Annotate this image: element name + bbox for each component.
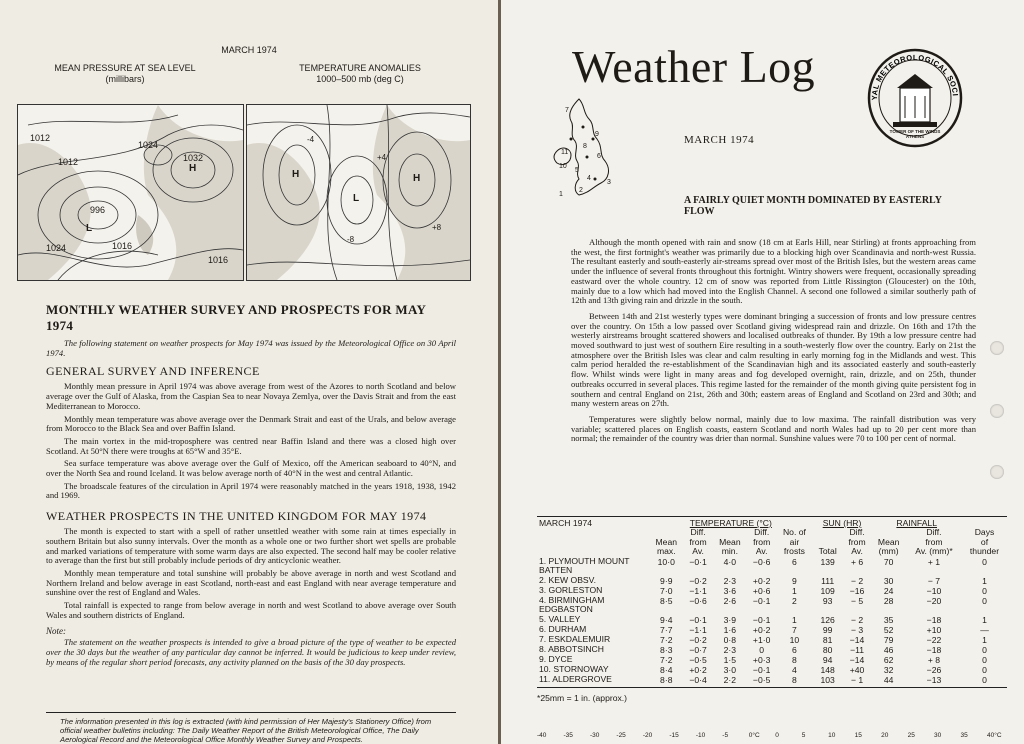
isobar-label: 1024 [138, 140, 159, 150]
map-left-unit: (millibars) [105, 74, 145, 84]
scale-tick-label: 25 [907, 732, 915, 739]
table-cell: — [980, 624, 989, 635]
high-pressure-mark: H [189, 163, 197, 174]
table-cell: 62 [883, 654, 894, 665]
table-cell: 7·0 [660, 585, 673, 596]
table-cell: 3·9 [723, 614, 737, 625]
table-cell: −10 [926, 585, 942, 596]
table-cell: 1 [982, 614, 987, 625]
survey-intro: The following statement on weather prospects for May 1974 was issued by the Meteorological Office on 30 April 1974. [46, 338, 456, 358]
table-row [537, 576, 1007, 586]
table-cell: − 5 [850, 595, 864, 606]
table-cell: 7·2 [660, 654, 673, 665]
table-cell: −1·1 [689, 585, 707, 596]
table-cell: 6 [792, 644, 797, 655]
column-header-rain-mean: Mean (mm) [877, 536, 900, 556]
table-cell: 3·6 [723, 585, 737, 596]
month-label: MARCH 1974 [684, 134, 755, 146]
table-cell: −0·1 [689, 556, 707, 567]
table-cell: 109 [820, 585, 835, 596]
table-cell: −11 [850, 644, 865, 655]
footer-source-note: The information presented in this log is extracted (with kind permission of Her Majesty's Stationery Office) from official weather bulletins including: The Daily Weather Report of the British Meteorological Office, The Daily Aerological Record and the Meteorological Office Monthly Weather Survey and Prospects. [60, 717, 432, 744]
column-header-sun-diff: Diff. from Av. [848, 527, 866, 556]
table-cell: 35 [883, 614, 894, 625]
station-number: 6 [597, 153, 601, 160]
table-row [537, 675, 1007, 685]
table-cell: +0·2 [752, 575, 771, 586]
table-cell: 0 [982, 585, 987, 596]
table-cell: 111 [821, 575, 835, 586]
table-cell: −13 [926, 674, 942, 685]
table-cell: 2·6 [723, 595, 737, 606]
note-label: Note: [46, 626, 66, 637]
table-cell: −22 [926, 634, 942, 645]
paragraph: The month is expected to start with a spell of rather unsettled weather with some rain at times especially in southern Britain but also sunny intervals. Over the month as a whole one or two further short wet spells are probable and marked variations of temperature with some warm days are also expected. The second half may be cooler relative to average than the first but still probably include periods of dry anticyclonic weather. [46, 526, 456, 566]
paragraph: Between 14th and 21st westerly types were dominant bringing a succession of fronts and low pressure centres over the country. On 15th a low passed over Scotland giving widespread rain and drizzle. On 16th and 17th the westerly airstreams brought scattered showers and localised outbreaks of thunder. By 19th a low pressure centre had moved southward to just west of southern Eire resulting in a south-westerly flow over the country. Early on 21st the atmosphere over the British Isles was clear and calm resulting in early morning fog in the Midlands and west. This calm period heralded the re-establishment of the Scandinavian high and its associated easterly and south-easterly flow. Whilst winds were light in many areas and fog developed overnight, rain, drizzle, and on 25th, thunder outbreaks occurred in several places. This regime lasted for the remainder of the month giving quite persistent fog in southern and central England on 21st, 26th and 30th; eastern areas of England and Scotland on 23rd and 30th; and many western areas on 27th. [571, 310, 976, 409]
general-survey-text [46, 382, 456, 501]
table-row [537, 596, 1007, 615]
station-name: 10. STORNOWAY [539, 663, 609, 674]
sun-group-header: SUN (HR) [822, 518, 862, 528]
station-name: 2. KEW OBSV. [539, 574, 596, 585]
table-cell: −0·7 [689, 644, 707, 655]
station-name: 1. PLYMOUTH MOUNT BATTEN [539, 555, 630, 575]
table-cell: 0 [759, 644, 765, 655]
scale-tick-label: 0°C [748, 732, 760, 739]
table-cell: −0·1 [752, 664, 771, 675]
isobar-label: 1016 [208, 255, 229, 265]
station-name: 7. ESKDALEMUIR [539, 633, 611, 644]
table-cell: −0·1 [689, 614, 707, 625]
scale-tick-label: -15 [669, 732, 679, 739]
scale-tick-label: -25 [616, 732, 626, 739]
table-cell: 8·3 [660, 644, 673, 655]
table-cell: −20 [926, 595, 942, 606]
table-cell: 94 [822, 654, 833, 665]
scale-tick-label: -10 [695, 732, 706, 739]
table-cell: 0 [982, 674, 987, 685]
table-cell: 0 [982, 654, 987, 665]
scale-tick-label: 35 [960, 732, 968, 739]
survey-section [46, 302, 456, 668]
table-row [537, 665, 1007, 675]
table-cell: 79 [883, 634, 894, 645]
table-cell: 46 [883, 644, 894, 655]
paragraph: Although the month opened with rain and snow (18 cm at Earls Hill, near Stirling) at fronts approaching from the west, the first fortnight's weather was primarily due to a blocking high over Scandinavia and north-west Russia. The resultant easterly and south-easterly air-streams spread over most of the British Isles, but the western areas came under the influence of several fronts throughout this fortnight. Wintry showers were frequent, occasionally spreading eastward over the whole country. 12 cm of snow was reported from Little Rissington (Gloucester) on the 10th, mainly due to a low which had moved into the English Channel. A second one followed a similar southerly path of 12th and 13th giving rain and drizzle in the south. [571, 237, 976, 306]
table-cell: 80 [822, 644, 833, 655]
table-cell: 2·3 [723, 575, 737, 586]
table-cell: 7·7 [660, 624, 673, 635]
paragraph: Total rainfall is expected to range from below average in north and west Scotland to above average over South Wales and southern districts of England. [46, 600, 456, 620]
column-header-mean-max: Mean max. [655, 536, 678, 556]
table-cell: +40 [849, 664, 865, 675]
paragraph: The main vortex in the mid-troposphere was centred near Baffin Island and there was a closed high over Scotland. At 50°N there were troughs at 65°W and 35°E. [46, 435, 456, 456]
table-cell: 30 [883, 575, 894, 586]
table-cell: −14 [849, 634, 865, 645]
table-cell: 103 [820, 674, 835, 685]
table-cell: −0·6 [752, 556, 771, 567]
anomaly-label: -4 [307, 135, 315, 144]
table-cell: −0·6 [689, 595, 707, 606]
general-heading: GENERAL SURVEY AND INFERENCE [46, 364, 260, 379]
station-number: 10 [559, 163, 567, 170]
table-cell: 8·8 [660, 674, 673, 685]
table-cell: + 1 [927, 556, 941, 567]
tower-caption-line: ATHENS [905, 134, 925, 139]
binder-hole [990, 341, 1004, 355]
scale-tick-label: -30 [589, 732, 600, 739]
note-text: The statement on the weather prospects is intended to give a broad picture of the type of weather to be expected over the 30 days but the weather of any particular day cannot be inferred. It would be judicious to keep under review, by means of the regular short period forecasts, any activity planned on the basis of the 30 day prospects. [46, 637, 456, 667]
table-cell: 139 [820, 556, 835, 567]
column-header-rain-diff: Diff. from Av. (mm)* [915, 527, 953, 556]
table-cell: 2·3 [723, 644, 737, 655]
table-cell: 0 [982, 644, 987, 655]
station-number: 9 [595, 131, 599, 138]
table-cell: 8·4 [660, 664, 673, 675]
paragraph: Monthly mean temperature was above average over the Denmark Strait and east of the Urals, and below average from Morocco to the Black Sea and over Baffin Island. [46, 413, 456, 434]
table-row [537, 635, 1007, 645]
data-table [537, 518, 1007, 685]
isobar-label: 1032 [183, 153, 204, 163]
low-pressure-mark: L [86, 223, 93, 234]
pressure-map-drawing [18, 105, 243, 280]
table-cell: 93 [822, 595, 833, 606]
svg-text:ROYAL METEOROLOGICAL SOCIETY: YAL METEOROLOGICAL SOCI [869, 52, 960, 101]
scale-tick-label: -20 [642, 732, 653, 739]
map-right-title: TEMPERATURE ANOMALIES [299, 63, 421, 73]
station-name: 8. ABBOTSINCH [539, 643, 604, 654]
table-cell: 8 [792, 654, 797, 665]
anomaly-label: -8 [347, 235, 355, 244]
scale-tick-label: 30 [934, 732, 942, 739]
table-cell: − 3 [850, 624, 864, 635]
station-name: 6. DURHAM [539, 623, 587, 634]
station-number: 5 [575, 167, 579, 174]
table-cell: 126 [820, 614, 835, 625]
tower-caption [867, 129, 963, 139]
table-cell: 1 [792, 585, 797, 596]
table-cell: 28 [883, 595, 894, 606]
paragraph: Sea surface temperature was above average over the Gulf of Mexico, off the American seaboard to 40°N, and over the North Sea and round Iceland. It was below average north of 40°N in the west and central Atlantic. [46, 458, 456, 479]
anomaly-low-mark: L [353, 193, 360, 204]
date-header: MARCH 1974 [221, 45, 277, 55]
table-cell: −0·5 [689, 654, 707, 665]
station-number: 11 [561, 149, 569, 156]
table-cell: 3·0 [723, 664, 737, 675]
column-header-air-frosts: No. of air frosts [782, 527, 806, 556]
map-left-title: MEAN PRESSURE AT SEA LEVEL [54, 63, 196, 73]
paragraph: Monthly mean pressure in April 1974 was above average from west of the Azores to north Scotland and below average over the Gulf of Alaska, from the Caspian Sea to near Novaya Zemlya, over the Davis Strait and from the east Mediterranean to Morocco. [46, 381, 456, 411]
table-cell: 148 [820, 664, 835, 675]
table-cell: 0 [982, 556, 987, 567]
paragraph: The broadscale features of the circulation in April 1974 were reasonably matched in the years 1918, 1938, 1942 and 1969. [46, 480, 456, 501]
isobar-label: 1012 [30, 133, 51, 143]
table-cell: −0·4 [689, 674, 707, 685]
column-header-sun-total: Total [818, 546, 837, 556]
tower-caption-line: TOWER OF THE WINDS [889, 129, 941, 134]
paragraph: Temperatures were slightly below normal, mainly due to low maxima. The rainfall distribution was very variable; scattered places on English coasts, eastern Scotland and north Wales had up to 20 per cent more than normal; the remainder of the country was drier than normal. Sunshine values were 70 to 100 per cent of normal. [571, 413, 976, 444]
table-cell: +10 [926, 624, 942, 635]
map-right-unit: 1000–500 mb (deg C) [316, 74, 404, 84]
column-header-min-diff: Diff. from Av. [753, 527, 771, 556]
table-cell: 44 [883, 674, 894, 685]
prospects-heading: WEATHER PROSPECTS IN THE UNITED KINGDOM FOR MAY 1974 [46, 509, 427, 524]
scale-tick-label: -40 [537, 732, 547, 739]
isobar-label: 1024 [46, 243, 67, 253]
table-row [537, 615, 1007, 625]
table-cell: +0·6 [752, 585, 771, 596]
station-name: 4. BIRMINGHAM EDGBASTON [539, 594, 605, 614]
table-cell: 52 [883, 624, 894, 635]
table-cell: 7 [792, 624, 797, 635]
table-cell: − 7 [927, 575, 941, 586]
scale-tick-label: 40°C [987, 732, 1002, 739]
table-cell: 24 [883, 585, 894, 596]
station-name: 11. ALDERGROVE [539, 673, 612, 684]
table-cell: −26 [926, 664, 942, 675]
scale-tick-label: 0 [775, 732, 779, 739]
table-cell: 9·4 [660, 614, 673, 625]
table-column-header-row [537, 528, 1007, 557]
station-number: 7 [565, 107, 569, 114]
station-name: 3. GORLESTON [539, 584, 603, 595]
temperature-scale [537, 732, 1007, 744]
table-cell: 6 [792, 556, 797, 567]
table-cell: −0·5 [752, 674, 771, 685]
station-number: 3 [607, 179, 611, 186]
anomaly-label: +4 [377, 153, 387, 162]
rainfall-group-header: RAINFALL [896, 518, 937, 528]
table-cell: +0·2 [689, 664, 707, 675]
table-cell: −0·1 [752, 595, 771, 606]
paragraph: Monthly mean temperature and total sunshine will probably be above average in north and west Scotland and Northern Ireland and below average in east Scotland, north-east and east England with near average temperature and sunshine over the rest of England and Wales. [46, 567, 456, 598]
scale-tick-label: -5 [722, 732, 729, 739]
table-cell: 1 [982, 575, 987, 586]
pressure-map [17, 104, 244, 281]
station-name: 5. VALLEY [539, 613, 581, 624]
table-top-rule [537, 516, 1007, 517]
table-cell: 81 [822, 634, 833, 645]
table-cell: − 1 [850, 674, 864, 685]
table-footnote: *25mm = 1 in. (approx.) [537, 692, 628, 703]
scale-tick-label: 5 [801, 732, 806, 739]
table-cell: −0·1 [752, 614, 771, 625]
temperature-group-header: TEMPERATURE (°C) [689, 518, 772, 528]
table-cell: 2 [792, 595, 797, 606]
table-cell: 7·2 [660, 634, 673, 645]
table-cell: 2·2 [723, 674, 737, 685]
table-cell: −18 [926, 614, 942, 625]
isobar-label: 1012 [58, 157, 79, 167]
uk-station-map [549, 95, 619, 200]
right-page [501, 0, 1024, 744]
table-cell: 9·9 [660, 575, 673, 586]
table-cell: +0·3 [752, 654, 771, 665]
table-cell: 70 [883, 556, 894, 567]
anomaly-label: +8 [432, 223, 442, 232]
station-statistics-table [537, 516, 1009, 703]
table-cell: − 2 [850, 575, 864, 586]
column-header-max-diff: Diff. from Av. [689, 527, 707, 556]
binder-hole [990, 404, 1004, 418]
scale-tick-label: 10 [828, 732, 836, 739]
table-cell: 4 [792, 664, 797, 675]
table-cell: − 2 [850, 614, 864, 625]
station-number: 2 [579, 187, 583, 194]
map-left-title-block [20, 63, 230, 85]
table-row [537, 655, 1007, 665]
isobar-label: 996 [90, 205, 106, 215]
table-cell: +0·2 [752, 624, 771, 635]
table-row [537, 557, 1007, 576]
table-cell: 1·5 [723, 654, 737, 665]
binder-hole [990, 465, 1004, 479]
column-header-thunder-days: Days of thunder [969, 527, 1000, 556]
table-cell: 1·6 [723, 624, 737, 635]
footer-rule [46, 712, 456, 713]
table-cell: + 6 [850, 556, 864, 567]
table-cell: −14 [849, 654, 865, 665]
table-cell: 10 [789, 634, 800, 645]
map-right-title-block [250, 63, 470, 85]
isobar-label: 1016 [112, 241, 133, 251]
left-page [0, 0, 498, 744]
table-cell: 4·0 [723, 556, 737, 567]
table-cell: 9 [792, 575, 797, 586]
anomaly-high-mark: H [413, 173, 421, 184]
station-name: 9. DYCE [539, 653, 573, 664]
table-cell: 0·8 [723, 634, 737, 645]
column-header-mean-min: Mean min. [719, 536, 741, 556]
scale-tick-label: 15 [854, 732, 862, 739]
table-cell: 1 [982, 634, 987, 645]
survey-title: MONTHLY WEATHER SURVEY AND PROSPECTS FOR MAY 1974 [46, 302, 426, 333]
table-cell: 0 [982, 664, 987, 675]
scale-tick-label: 20 [881, 732, 889, 739]
table-cell: 32 [883, 664, 894, 675]
table-cell: 99 [822, 624, 833, 635]
table-row [537, 625, 1007, 635]
table-cell: +1·0 [752, 634, 771, 645]
table-cell: −0·2 [689, 575, 707, 586]
table-cell: −1·1 [689, 624, 707, 635]
headline: A FAIRLY QUIET MONTH DOMINATED BY EASTERLY FLOW [684, 195, 942, 217]
table-month-label: MARCH 1974 [539, 518, 593, 528]
weather-log-title: Weather Log [572, 41, 816, 92]
station-rows [537, 557, 1007, 685]
summary-text [571, 238, 976, 444]
scale-tick-label: -35 [563, 732, 573, 739]
temperature-anomaly-map [246, 104, 471, 281]
table-cell: −18 [926, 644, 942, 655]
table-cell: 1 [792, 614, 797, 625]
station-column-header [537, 528, 649, 557]
table-cell: + 8 [927, 654, 941, 665]
table-bottom-rule [537, 687, 1007, 688]
station-number: 8 [583, 143, 587, 150]
table-cell: −16 [849, 585, 865, 596]
table-cell: 8 [792, 674, 797, 685]
royal-meteorological-society-seal [867, 48, 963, 148]
table-cell: 0 [982, 595, 987, 606]
table-cell: −0·2 [689, 634, 707, 645]
table-row [537, 645, 1007, 655]
station-number: 4 [587, 175, 591, 182]
prospects-text [46, 527, 456, 620]
table-cell: 8·5 [660, 595, 673, 606]
station-number: 1 [559, 191, 563, 198]
table-cell: 10·0 [657, 556, 675, 567]
table-row [537, 586, 1007, 596]
anomaly-high-mark: H [292, 169, 300, 180]
